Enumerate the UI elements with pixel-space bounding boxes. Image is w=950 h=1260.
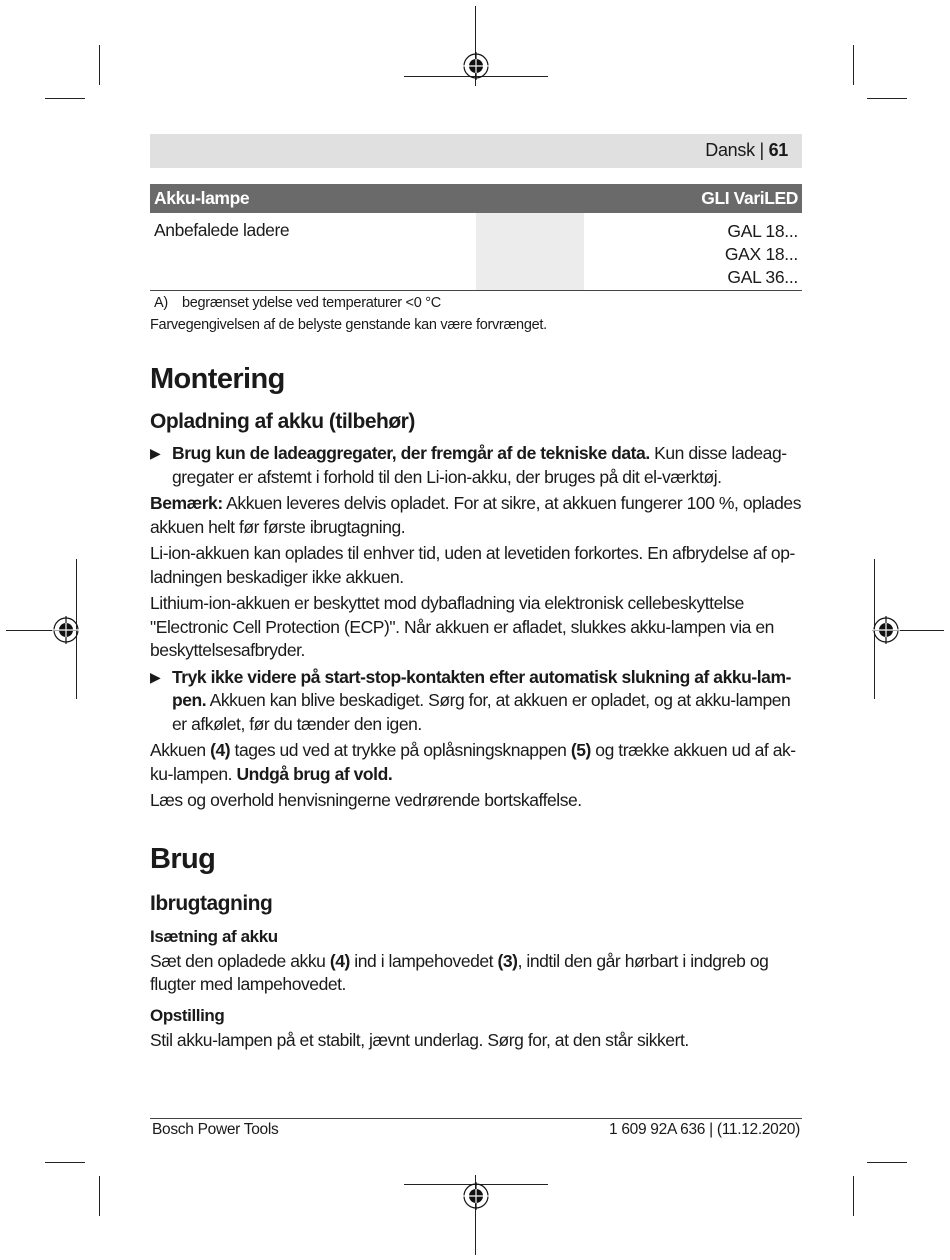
- bullet-triangle-icon: ▶: [150, 668, 161, 685]
- section-title-brug: Brug: [150, 842, 216, 875]
- table-row: [150, 213, 802, 291]
- registration-mark-icon: [462, 1182, 490, 1210]
- registration-mark-icon: [52, 616, 80, 644]
- crop-mark: [867, 98, 907, 99]
- table-row-label: Anbefalede ladere: [154, 220, 290, 240]
- paragraph-text: Akkuen leveres delvis opladet. For at sikre, at akkuen fungerer 100 %, oplades akkuen helt før første ibrugtagning.: [150, 493, 801, 537]
- reference-number: (3): [497, 950, 518, 971]
- section-title-montering: Montering: [150, 363, 285, 395]
- crop-mark: [853, 45, 854, 85]
- note-label: Bemærk:: [150, 493, 223, 513]
- footer-doc-number: 1 609 92A 636 | (11.12.2020): [609, 1121, 800, 1138]
- bullet-bold-text: Brug kun de ladeaggregater, der fremgår af de tekniske data.: [172, 443, 650, 463]
- registration-mark-icon: [872, 616, 900, 644]
- paragraph-text: Sæt den opladede akku: [150, 950, 330, 971]
- footnote-tag: A): [154, 295, 168, 311]
- bullet-triangle-icon: ▶: [150, 445, 161, 461]
- crop-mark: [99, 1176, 100, 1216]
- list-item: [150, 666, 802, 737]
- crop-mark: [867, 1162, 907, 1163]
- color-note: Farvegengivelsen af de belyste genstande kan være forvrænget.: [150, 317, 547, 333]
- paragraph: Læs og overhold henvisningerne vedrørende bortskaffelse.: [150, 790, 582, 810]
- footer-divider: [150, 1118, 802, 1119]
- subsection-title-charging: Opladning af akku (tilbehør): [150, 410, 415, 433]
- crop-mark: [99, 45, 100, 85]
- crop-mark: [45, 98, 85, 99]
- warning-text: Undgå brug af vold.: [236, 763, 393, 784]
- paragraph: Stil akku-lampen på et stabilt, jævnt underlag. Sørg for, at den står sikkert.: [150, 1029, 689, 1050]
- crop-mark: [45, 1162, 85, 1163]
- table-header-model: GLI VariLED: [701, 188, 798, 208]
- paragraph: [150, 492, 802, 539]
- heading-setup: Opstilling: [150, 1005, 225, 1025]
- bullet-text: Akkuen kan blive beskadiget. Sørg for, at akkuen er opladet, og at akku-lampen er afkølet, før du tænder den igen.: [172, 690, 791, 734]
- paragraph: Li-ion-akkuen kan oplades til enhver tid, uden at levetiden forkortes. En afbrydelse af opladningen beskadiger ikke akkuen.: [150, 543, 796, 587]
- header-separator: |: [759, 140, 764, 160]
- main-content: [150, 360, 802, 1052]
- page-header: [150, 134, 802, 168]
- table-shaded-cell: [476, 213, 584, 290]
- footer-brand: Bosch Power Tools: [152, 1121, 279, 1138]
- paragraph-text: ind i lampehovedet: [349, 950, 498, 971]
- subsection-title-ibrugtagning: Ibrugtagning: [150, 891, 273, 915]
- table-value: GAX 18...: [724, 244, 798, 264]
- reference-number: (5): [570, 740, 591, 760]
- paragraph-text: Akkuen: [150, 740, 211, 760]
- table-footnote: [154, 295, 441, 311]
- page-number: 61: [768, 140, 788, 160]
- page-header-text: [705, 140, 788, 161]
- bullet-bold-text: Tryk ikke videre på start-stop-kontakten efter automatisk slukning af akku-lampen.: [172, 666, 792, 710]
- paragraph-text: , indtil den går hørbart i indgreb og flugter med lampehovedet.: [150, 950, 769, 994]
- header-language: Dansk: [705, 140, 755, 160]
- heading-insert-battery: Isætning af akku: [150, 926, 278, 946]
- table-header-product: Akku-lampe: [154, 188, 250, 208]
- registration-mark-icon: [462, 52, 490, 80]
- crop-mark: [853, 1176, 854, 1216]
- table-header: [150, 184, 802, 213]
- reference-number: (4): [210, 740, 231, 760]
- paragraph-text: og trække akkuen ud af akku-lampen.: [150, 740, 797, 784]
- bullet-text: Kun disse ladeaggregater er afstemt i forhold til den Li-ion-akku, der bruges på dit el-værktøj.: [172, 443, 788, 487]
- paragraph: [150, 950, 802, 997]
- table-row-values: [725, 220, 798, 289]
- reference-number: (4): [329, 950, 350, 971]
- paragraph: [150, 739, 802, 786]
- footnote-text: begrænset ydelse ved temperaturer <0 °C: [182, 295, 441, 311]
- paragraph: Lithium-ion-akkuen er beskyttet mod dybafladning via elektronisk cellebeskyttelse "Electronic Cell Protection (ECP)". Når akkuen er afladet, slukkes akku-lampen via en beskyttelsesafbryder.: [150, 593, 774, 660]
- table-value: GAL 36...: [727, 267, 798, 287]
- paragraph-text: tages ud ved at trykke på oplåsningsknappen: [230, 740, 571, 760]
- table-value: GAL 18...: [727, 221, 798, 241]
- list-item: [150, 442, 802, 489]
